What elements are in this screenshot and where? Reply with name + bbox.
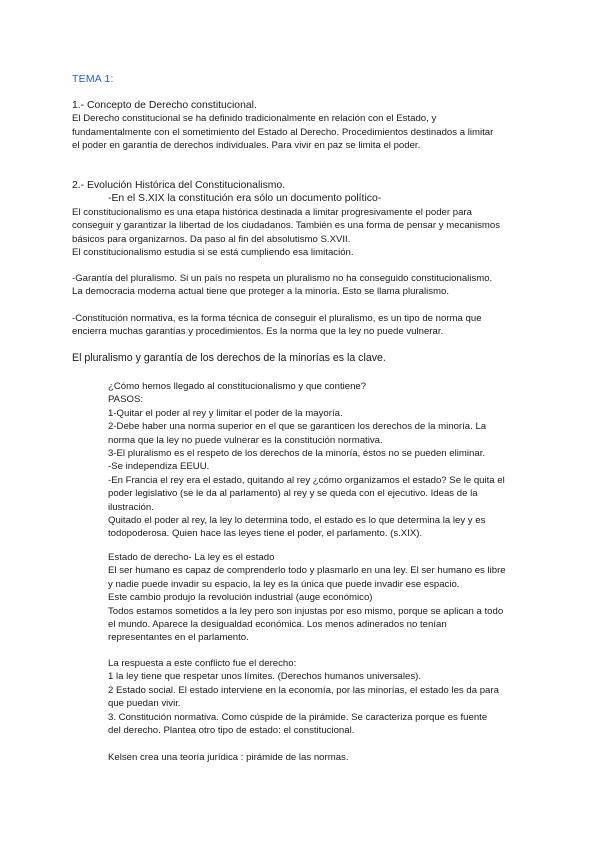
text-line: 1-Quitar el poder al rey y limitar el poder de la mayoría.: [108, 407, 343, 419]
page-title: TEMA 1:: [72, 73, 114, 85]
text-line: del derecho. Plantea otro tipo de estado: el constitucional.: [108, 725, 355, 737]
paragraph-pluralismo: [72, 272, 532, 299]
section-heading: 2.- Evolución Histórica del Constitucionalismo.: [72, 180, 286, 191]
text-line: 2-Debe haber una norma superior en el que se garanticen los derechos de la minoría. La: [108, 421, 487, 433]
paragraph-clave: [72, 352, 532, 365]
section-heading: 1.- Concepto de Derecho constitucional.: [72, 100, 257, 111]
text-line: 1 la ley tiene que respetar unos límites. (Derechos humanos universales).: [108, 671, 422, 683]
text-line: Todos estamos sometidos a la ley pero son injustas por eso mismo, porque se aplican a todo: [108, 605, 504, 617]
text-line: Kelsen crea una teoría jurídica : pirámide de las normas.: [108, 752, 349, 763]
text-line: La democracia moderna actual tiene que proteger a la minoría. Esto se llama pluralismo.: [72, 286, 450, 298]
text-line: todopoderosa. Quien hace las leyes tiene el poder, el parlamento. (s.XIX).: [108, 528, 423, 540]
section-pasos: [108, 380, 528, 541]
text-line: representantes en el parlamento.: [108, 632, 249, 644]
text-line: El constitucionalismo es una etapa histórica destinada a limitar progresivamente el poder para: [72, 206, 472, 218]
section-concepto: [72, 99, 532, 153]
section-evolucion: [72, 179, 532, 259]
text-line: poder legislativo (se le da al parlamento) al rey y se queda con el ejecutivo. Ideas de la: [108, 488, 478, 500]
text-line: ilustración.: [108, 501, 154, 513]
section-subheading: -En el S.XIX la constitución era sólo un documento político-: [108, 193, 382, 205]
text-line: El constitucionalismo estudia si se está cumpliendo esa limitación.: [72, 247, 354, 259]
text-line: 3. Constitución normativa. Como cúspide de la pirámide. Se caracteriza porque es fuente: [108, 711, 488, 723]
text-line: El Derecho constitucional se ha definido tradicionalmente en relación con el Estado, y: [72, 113, 437, 125]
text-line: Este cambio produjo la revolución industrial (auge económico): [108, 592, 373, 604]
text-line: -Constitución normativa, es la forma técnica de conseguir el pluralismo, es un tipo de norma que: [72, 313, 482, 324]
text-line: básicos para organizarnos. Da paso al fin del absolutismo S.XVII.: [72, 233, 351, 245]
text-line: el poder en garantía de derechos individuales. Para vivir en paz se limita el poder.: [72, 140, 421, 152]
paragraph-kelsen: [108, 751, 528, 764]
section-estado-derecho: [108, 551, 528, 645]
paragraph-normativa: [72, 312, 532, 339]
text-line: 2 Estado social. El estado interviene en la economía, por las minorías, el estado les da para: [108, 684, 499, 696]
text-line: Quitado el poder al rey, la ley lo determina todo, el estado es lo que determina la ley y es: [108, 515, 486, 527]
text-line: El ser humano es capaz de comprenderlo todo y plasmarlo en una ley. El ser humano es libre: [108, 565, 506, 577]
text-line: que puedan vivir.: [108, 698, 181, 710]
section-heading: Estado de derecho- La ley es el estado: [108, 552, 275, 563]
text-line: norma que la ley no puede vulnerar es la constitución normativa.: [108, 434, 383, 446]
text-line: -Garantía del pluralismo. Si un país no respeta un pluralismo no ha conseguido constitucionalismo.: [72, 273, 493, 284]
text-line: -En Francia el rey era el estado, quitando al rey ¿cómo organizamos el estado? Se le quita el: [108, 474, 505, 486]
text-line: y nadie puede invadir su espacio, la ley es la única que puede invadir ese espacio.: [108, 578, 460, 590]
text-line: ¿Cómo hemos llegado al constitucionalismo y que contiene?: [108, 381, 367, 392]
text-line: el mundo. Aparece la desigualdad económica. Los menos adinerados no tenían: [108, 619, 447, 631]
text-line: conseguir y garantizar la libertad de los ciudadanos. También es una forma de pensar y mecanismos: [72, 220, 501, 232]
text-line: fundamentalmente con el sometimiento del Estado al Derecho. Procedimientos destinados a limitar: [72, 126, 494, 138]
section-respuesta: [108, 657, 528, 737]
text-line: encierra muchas garantías y procedimientos. Es la norma que la ley no puede vulnerar.: [72, 326, 444, 338]
text-line: PASOS:: [108, 394, 144, 406]
text-line: La respuesta a este conflicto fue el derecho:: [108, 658, 297, 669]
text-line: El pluralismo y garantía de los derechos de la minorías es la clave.: [72, 352, 386, 364]
text-line: 3-El pluralismo es el respeto de los derechos de la minoría, éstos no se pueden eliminar.: [108, 448, 486, 460]
text-line: -Se independiza EEUU.: [108, 461, 210, 473]
